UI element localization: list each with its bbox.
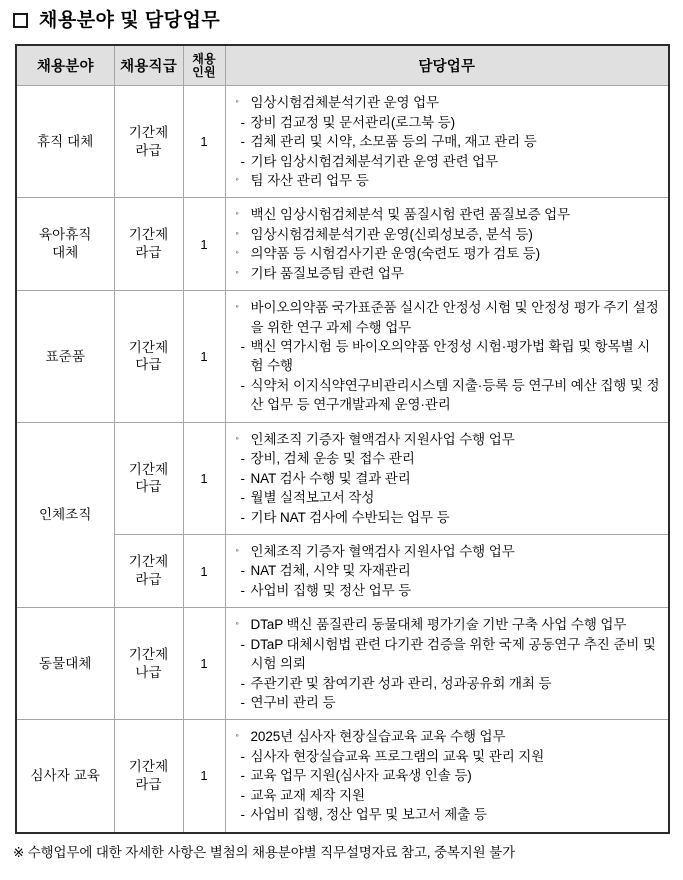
duty-text: 백신 역가시험 등 바이오의약품 안정성 시험·평가법 확립 및 항목별 시험 수행 (250, 339, 651, 374)
dash-bullet-icon: - (240, 675, 245, 691)
column-header-count (183, 45, 225, 86)
column-header-count-line2: 인원 (192, 64, 216, 79)
duty-list-item (236, 674, 663, 693)
page-title-text: 채용분야 및 담당업무 (39, 9, 221, 31)
duty-text: DTaP 대체시험법 관련 다기관 검증을 위한 국제 공동연구 추진 준비 및 시험 의뢰 (250, 636, 660, 672)
duty-text: 검체 관리 및 시약, 소모품 등의 구매, 재고 관리 등 (250, 134, 537, 150)
duty-list (236, 542, 663, 600)
table-header-row (16, 45, 669, 86)
dash-bullet-icon: - (240, 490, 245, 506)
cell-recruit-grade: 기간제 라급 (114, 534, 183, 607)
column-header-count-line1: 채용 (192, 52, 216, 66)
cell-recruit-field: 육아휴직 대체 (16, 198, 114, 291)
cell-duty-description (225, 608, 669, 720)
duty-list (236, 93, 663, 190)
table-row (16, 422, 669, 534)
duty-text: 사업비 집행 및 정산 업무 등 (250, 582, 412, 598)
circle-bullet-icon: ◦ (235, 208, 239, 219)
duty-text: 인체조직 기증자 혈액검사 지원사업 수행 업무 (250, 431, 515, 447)
page-title (13, 5, 683, 35)
circle-bullet-icon: ◦ (235, 173, 239, 184)
dash-bullet-icon: - (240, 695, 245, 710)
duty-text: 장비 검교정 및 문서관리(로그북 등) (250, 114, 456, 130)
duty-list-item (236, 152, 663, 171)
duty-list-item (236, 430, 663, 449)
cell-recruit-grade: 기간제 라급 (114, 720, 183, 833)
duty-list (236, 430, 663, 527)
table-row (16, 534, 669, 607)
duty-list (236, 205, 663, 283)
duty-text: 월별 실적보고서 작성 (250, 490, 375, 506)
dash-bullet-icon: - (240, 451, 245, 467)
duty-list-item (236, 244, 663, 263)
duty-list-item (236, 132, 663, 151)
dash-bullet-icon: - (240, 768, 245, 784)
duty-list-item (236, 93, 663, 112)
dash-bullet-icon: - (240, 377, 245, 393)
cell-recruit-grade: 기간제 다급 (114, 422, 183, 534)
table-row (16, 86, 669, 198)
duty-text: 기타 품질보증팀 관련 업무 (250, 265, 404, 281)
duty-list-item (236, 635, 663, 674)
circle-bullet-icon: ◦ (235, 432, 239, 443)
duty-text: 임상시험검체분석기관 운영 업무 (250, 95, 439, 111)
dash-bullet-icon: - (240, 153, 245, 169)
duty-text: 기타 NAT 검사에 수반되는 업무 등 (250, 509, 450, 525)
duty-text: 인체조직 기증자 혈액검사 지원사업 수행 업무 (250, 543, 515, 559)
table-row (16, 608, 669, 720)
duty-text: 임상시험검체분석기관 운영(신뢰성보증, 분석 등) (250, 226, 533, 242)
duty-list-item (236, 561, 663, 580)
cell-recruit-grade: 기간제 다급 (114, 291, 183, 423)
duty-text: 기타 임상시험검체분석기관 운영 관련 업무 (250, 153, 499, 169)
table-row (16, 198, 669, 291)
column-header-duty: 담당업무 (225, 45, 669, 86)
duty-list-item (236, 469, 663, 488)
dash-bullet-icon: - (240, 134, 245, 150)
dash-bullet-icon: - (240, 748, 245, 764)
circle-bullet-icon: ◦ (235, 544, 239, 555)
cell-recruit-count: 1 (183, 198, 225, 291)
duty-text: NAT 검체, 시약 및 자재관리 (250, 563, 411, 579)
circle-bullet-icon: ◦ (235, 96, 239, 107)
circle-bullet-icon: ◦ (235, 618, 239, 629)
duty-text: 주관기관 및 참여기관 성과 관리, 성과공유회 개최 등 (250, 675, 552, 691)
duty-list-item (236, 693, 663, 712)
duty-list (236, 298, 663, 415)
dash-bullet-icon: - (240, 787, 245, 803)
cell-recruit-grade: 기간제 라급 (114, 86, 183, 198)
duty-text: 식약처 이지식약연구비관리시스템 지출·등록 등 연구비 예산 집행 및 정산 업무 등 연구개발과제 운영·관리 (250, 377, 660, 413)
duty-list-item (236, 581, 663, 600)
duty-text: 팀 자산 관리 업무 등 (250, 172, 369, 188)
duty-text: 사업비 집행, 정산 업무 및 보고서 제출 등 (250, 807, 487, 823)
empty-square-icon (13, 13, 28, 28)
dash-bullet-icon: - (240, 563, 245, 579)
duty-list-item (236, 337, 663, 376)
table-header (16, 45, 669, 86)
column-header-grade: 채용직급 (114, 45, 183, 86)
duty-list-item (236, 508, 663, 527)
duty-text: 연구비 관리 등 (250, 695, 336, 710)
duty-list-item (236, 205, 663, 224)
duty-list-item (236, 225, 663, 244)
duty-list (236, 615, 663, 712)
duty-list-item (236, 805, 663, 824)
duty-text: NAT 검사 수행 및 결과 관리 (250, 470, 411, 486)
duty-list-item (236, 449, 663, 468)
duty-text: 교육 교재 제작 지원 (250, 787, 365, 803)
duty-list-item (236, 488, 663, 507)
duty-list-item (236, 747, 663, 766)
duty-list-item (236, 376, 663, 415)
cell-recruit-field: 동물대체 (16, 608, 114, 720)
duty-list-item (236, 727, 663, 746)
cell-recruit-field: 인체조직 (16, 422, 114, 608)
cell-duty-description (225, 291, 669, 423)
duty-text: DTaP 백신 품질관리 동물대체 평가기술 기반 구축 사업 수행 업무 (250, 617, 627, 633)
duty-list-item (236, 113, 663, 132)
cell-duty-description (225, 534, 669, 607)
cell-recruit-count: 1 (183, 534, 225, 607)
duty-list-item (236, 766, 663, 785)
circle-bullet-icon: ◦ (235, 301, 239, 312)
dash-bullet-icon: - (240, 636, 245, 652)
cell-recruit-field: 표준품 (16, 291, 114, 423)
cell-recruit-field: 휴직 대체 (16, 86, 114, 198)
cell-duty-description (225, 198, 669, 291)
dash-bullet-icon: - (240, 509, 245, 525)
cell-recruit-count: 1 (183, 422, 225, 534)
cell-duty-description (225, 720, 669, 833)
circle-bullet-icon: ◦ (235, 266, 239, 277)
cell-duty-description (225, 86, 669, 198)
dash-bullet-icon: - (240, 807, 245, 823)
column-header-field: 채용분야 (16, 45, 114, 86)
recruitment-table (15, 44, 670, 834)
cell-recruit-count: 1 (183, 608, 225, 720)
cell-recruit-count: 1 (183, 291, 225, 423)
footnote: ※ 수행업무에 대한 자세한 사항은 별첨의 채용분야별 직무설명자료 참고, 중복지원 불가 (13, 844, 515, 860)
dash-bullet-icon: - (240, 114, 245, 130)
duty-text: 백신 임상시험검체분석 및 품질시험 관련 품질보증 업무 (250, 207, 571, 223)
duty-list-item (236, 171, 663, 190)
duty-list-item (236, 615, 663, 634)
table-row (16, 291, 669, 423)
duty-text: 장비, 검체 운송 및 접수 관리 (250, 451, 415, 467)
table-body (16, 86, 669, 833)
duty-list-item (236, 264, 663, 283)
duty-text: 심사자 현장실습교육 프로그램의 교육 및 관리 지원 (250, 748, 545, 764)
cell-duty-description (225, 422, 669, 534)
circle-bullet-icon: ◦ (235, 730, 239, 741)
cell-recruit-grade: 기간제 나급 (114, 608, 183, 720)
duty-text: 2025년 심사자 현장실습교육 교육 수행 업무 (250, 729, 506, 745)
duty-text: 바이오의약품 국가표준품 실시간 안정성 시험 및 안정성 평가 주기 설정을 위한 연구 과제 수행 업무 (250, 300, 659, 335)
circle-bullet-icon: ◦ (235, 227, 239, 238)
dash-bullet-icon: - (240, 582, 245, 598)
dash-bullet-icon: - (240, 339, 245, 354)
duty-list-item (236, 786, 663, 805)
table-row (16, 720, 669, 833)
dash-bullet-icon: - (240, 470, 245, 486)
cell-recruit-count: 1 (183, 720, 225, 833)
duty-text: 교육 업무 지원(심사자 교육생 인솔 등) (250, 768, 472, 784)
cell-recruit-count: 1 (183, 86, 225, 198)
duty-list-item (236, 542, 663, 561)
circle-bullet-icon: ◦ (235, 247, 239, 258)
cell-recruit-field: 심사자 교육 (16, 720, 114, 833)
duty-list (236, 727, 663, 824)
duty-list-item (236, 298, 663, 337)
duty-text: 의약품 등 시험검사기관 운영(숙련도 평가 검토 등) (250, 246, 541, 262)
cell-recruit-grade: 기간제 라급 (114, 198, 183, 291)
